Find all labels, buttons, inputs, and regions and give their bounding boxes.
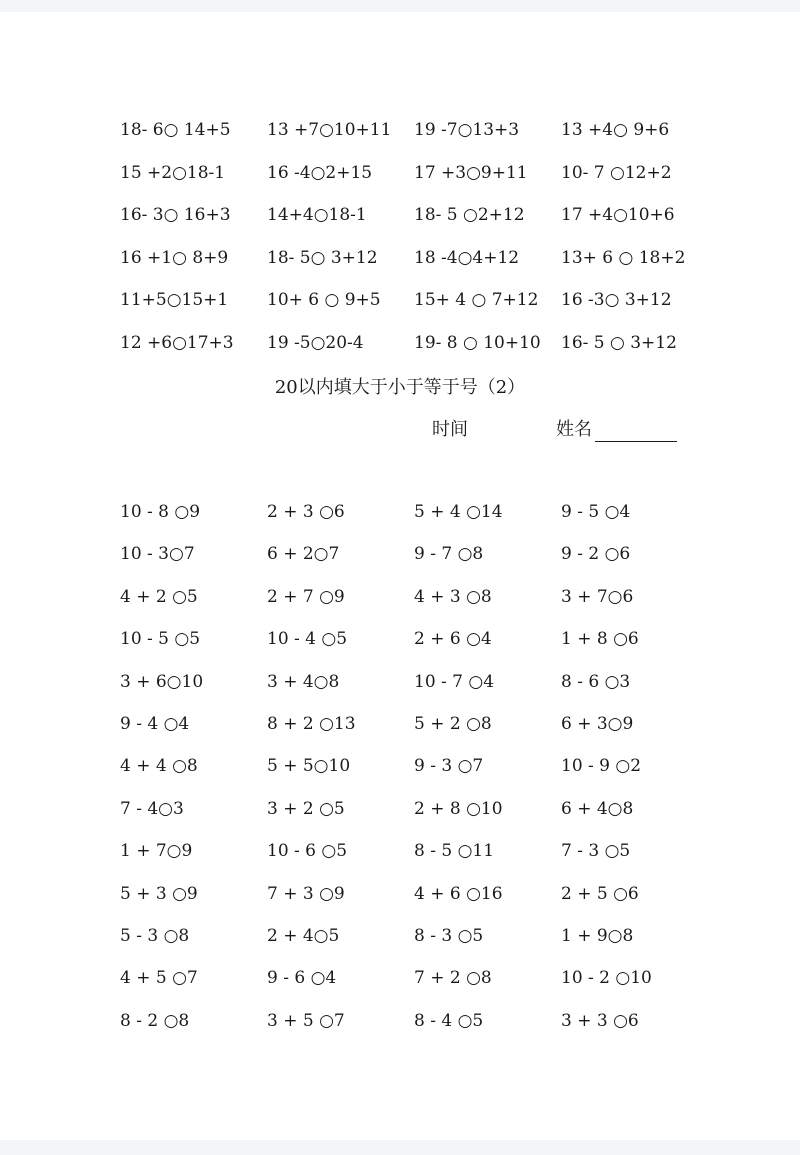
problem: 15+ 4 ○ 7+12 xyxy=(414,290,539,310)
problem: 10 - 2 ○10 xyxy=(561,968,652,989)
problem: 2 + 4○5 xyxy=(267,925,340,946)
problem: 7 - 4○3 xyxy=(120,798,184,819)
problem: 6 + 4○8 xyxy=(561,798,634,819)
problem: 19 -5○20-4 xyxy=(267,332,364,353)
problem: 10- 7 ○12+2 xyxy=(561,162,672,183)
problem: 9 - 6 ○4 xyxy=(267,968,337,989)
problem: 18- 5 ○2+12 xyxy=(414,205,525,225)
problem: 13+ 6 ○ 18+2 xyxy=(561,247,686,268)
problem: 15 +2○18-1 xyxy=(120,162,226,183)
problem: 8 - 4 ○5 xyxy=(414,1010,484,1031)
problem: 1 + 7○9 xyxy=(120,841,193,862)
top-problem-grid xyxy=(120,120,708,375)
problem: 3 + 7○6 xyxy=(561,586,634,607)
problem: 14+4○18-1 xyxy=(267,205,367,225)
problem: 16- 3○ 16+3 xyxy=(120,205,231,225)
problem: 10 - 5 ○5 xyxy=(120,629,201,650)
problem: 8 - 5 ○11 xyxy=(414,841,495,862)
problem: 5 + 4 ○14 xyxy=(414,502,503,522)
problem: 8 - 2 ○8 xyxy=(120,1010,190,1031)
problem: 10 - 6 ○5 xyxy=(267,841,348,862)
problem: 5 - 3 ○8 xyxy=(120,925,190,946)
problem: 2 + 7 ○9 xyxy=(267,586,345,607)
problem: 18- 5○ 3+12 xyxy=(267,247,378,268)
problem: 2 + 3 ○6 xyxy=(267,502,345,522)
problem: 11+5○15+1 xyxy=(120,290,229,310)
problem: 6 + 3○9 xyxy=(561,713,634,734)
worksheet-title: 20以内填大于小于等于号（2） xyxy=(274,377,526,398)
problem: 18 -4○4+12 xyxy=(414,247,520,268)
problem: 8 + 2 ○13 xyxy=(267,713,356,734)
problem: 5 + 5○10 xyxy=(267,756,351,777)
problem: 9 - 4 ○4 xyxy=(120,713,190,734)
problem: 10 - 9 ○2 xyxy=(561,756,642,777)
problem: 4 + 2 ○5 xyxy=(120,586,198,607)
worksheet-page xyxy=(0,12,800,1140)
problem: 3 + 4○8 xyxy=(267,671,340,692)
problem: 10 - 7 ○4 xyxy=(414,671,495,692)
name-label: 姓名 xyxy=(556,419,592,440)
problem: 9 - 7 ○8 xyxy=(414,544,484,565)
problem: 9 - 5 ○4 xyxy=(561,502,631,522)
problem: 8 - 3 ○5 xyxy=(414,925,484,946)
problem: 3 + 3 ○6 xyxy=(561,1010,639,1031)
problem: 5 + 2 ○8 xyxy=(414,713,492,734)
problem: 4 + 4 ○8 xyxy=(120,756,198,777)
problem: 9 - 3 ○7 xyxy=(414,756,484,777)
problem: 10+ 6 ○ 9+5 xyxy=(267,290,381,310)
problem: 4 + 3 ○8 xyxy=(414,586,492,607)
problem: 18- 6○ 14+5 xyxy=(120,120,231,140)
name-blank-line xyxy=(595,441,677,442)
problem: 4 + 5 ○7 xyxy=(120,968,198,989)
problem: 17 +4○10+6 xyxy=(561,205,675,225)
problem: 10 - 3○7 xyxy=(120,544,195,565)
problem: 2 + 6 ○4 xyxy=(414,629,492,650)
problem: 13 +4○ 9+6 xyxy=(561,120,670,140)
problem: 8 - 6 ○3 xyxy=(561,671,631,692)
problem: 12 +6○17+3 xyxy=(120,332,234,353)
problem: 1 + 9○8 xyxy=(561,925,634,946)
problem: 16 -3○ 3+12 xyxy=(561,290,672,310)
problem: 10 - 8 ○9 xyxy=(120,502,201,522)
problem: 7 + 3 ○9 xyxy=(267,883,345,904)
problem: 5 + 3 ○9 xyxy=(120,883,198,904)
time-label: 时间 xyxy=(432,419,468,440)
problem: 7 + 2 ○8 xyxy=(414,968,492,989)
problem: 3 + 5 ○7 xyxy=(267,1010,345,1031)
problem: 3 + 6○10 xyxy=(120,671,204,692)
problem: 16 +1○ 8+9 xyxy=(120,247,229,268)
problem: 16 -4○2+15 xyxy=(267,162,373,183)
problem: 4 + 6 ○16 xyxy=(414,883,503,904)
problem: 19- 8 ○ 10+10 xyxy=(414,332,541,353)
problem: 2 + 5 ○6 xyxy=(561,883,639,904)
problem: 3 + 2 ○5 xyxy=(267,798,345,819)
problem: 10 - 4 ○5 xyxy=(267,629,348,650)
problem: 7 - 3 ○5 xyxy=(561,841,631,862)
problem: 16- 5 ○ 3+12 xyxy=(561,332,677,353)
problem: 1 + 8 ○6 xyxy=(561,629,639,650)
bottom-problem-grid xyxy=(120,502,708,1053)
problem: 9 - 2 ○6 xyxy=(561,544,631,565)
problem: 17 +3○9+11 xyxy=(414,162,528,183)
problem: 6 + 2○7 xyxy=(267,544,340,565)
problem: 2 + 8 ○10 xyxy=(414,798,503,819)
problem: 13 +7○10+11 xyxy=(267,120,392,140)
problem: 19 -7○13+3 xyxy=(414,120,520,140)
